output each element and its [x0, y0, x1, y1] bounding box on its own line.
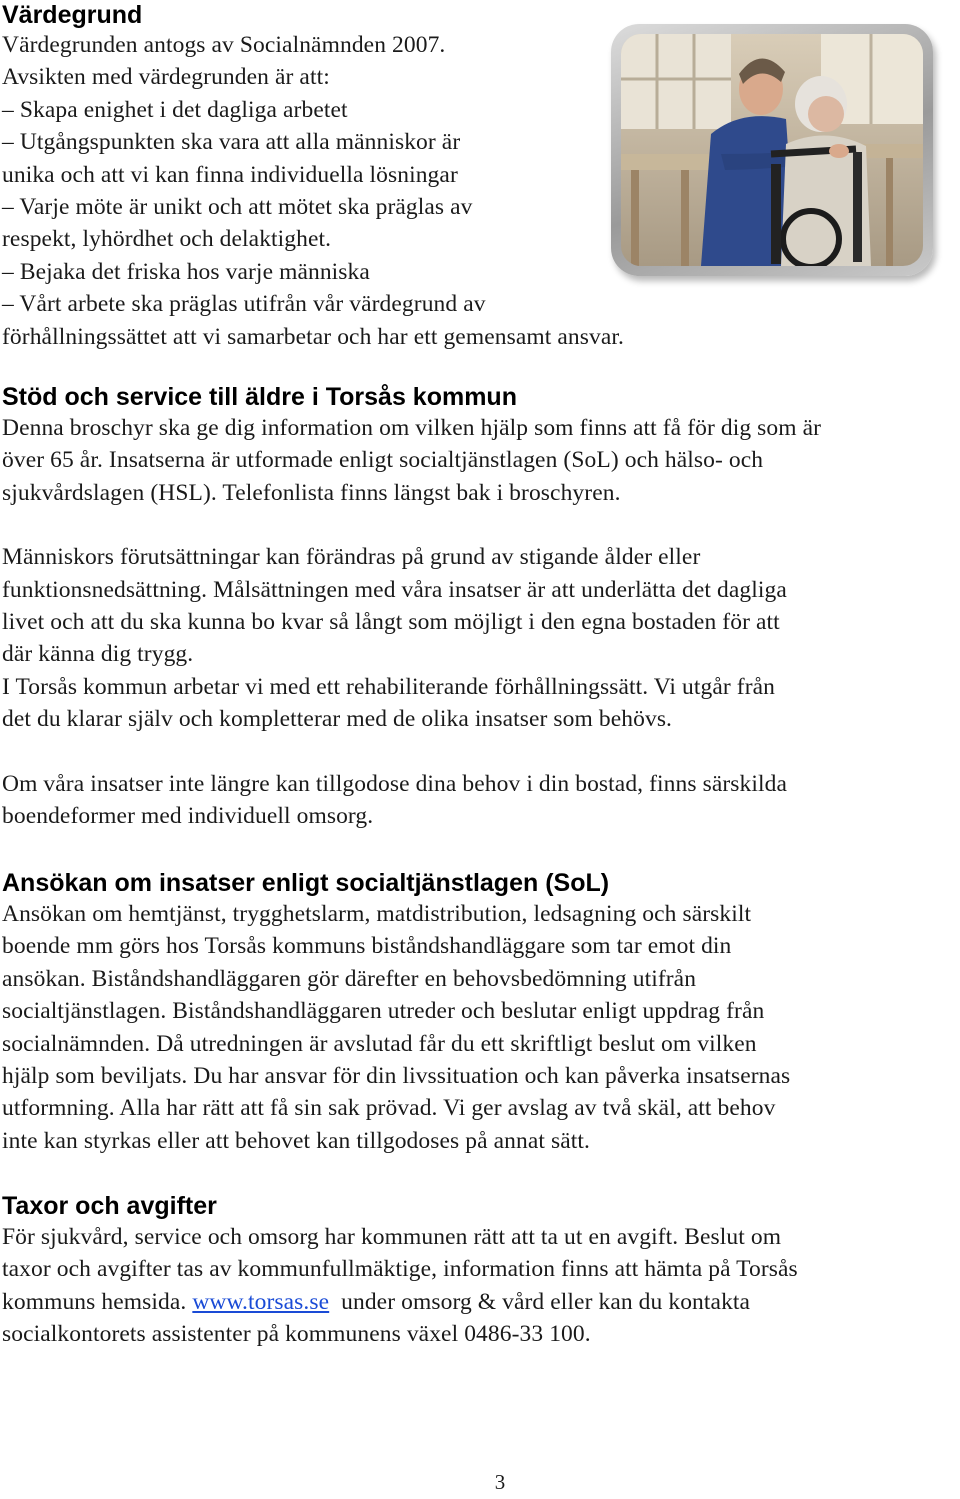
photo-frame	[611, 24, 933, 276]
photo-caregiver-wheelchair-icon	[621, 34, 923, 266]
taxor-text	[2, 1221, 798, 1351]
stod-para-3	[2, 768, 821, 833]
text-line: respekt, lyhördhet och delaktighet.	[2, 226, 332, 253]
text-line: – Vårt arbete ska präglas utifrån vår värdegrund av	[2, 291, 486, 318]
text-line: – Bejaka det friska hos varje människa	[2, 258, 370, 285]
text-line: funktionsnedsättning. Målsättningen med våra insatser är att underlätta det dagliga	[2, 576, 787, 603]
heading-taxor: Taxor och avgifter	[2, 1192, 217, 1220]
heading-vardegrund: Värdegrund	[2, 1, 143, 29]
page-number: 3	[494, 1470, 506, 1494]
text-line: Denna broschyr ska ge dig information om vilken hjälp som finns att få för dig som är	[2, 415, 822, 441]
text-line: Värdegrunden antogs av Socialnämnden 2007.	[2, 32, 446, 58]
text-fragment: under omsorg & vård eller kan du kontakta	[329, 1288, 751, 1315]
section-taxor	[2, 1191, 798, 1351]
section-ansokan	[2, 868, 790, 1157]
text-line-with-link	[2, 1286, 798, 1318]
text-line: socialnämnden. Då utredningen är avslutad får du ett skriftligt beslut om vilken	[2, 1030, 757, 1057]
text-line: sjukvårdslagen (HSL). Telefonlista finns längst bak i broschyren.	[2, 479, 621, 506]
ansokan-text	[2, 898, 790, 1157]
text-line: ansökan. Biståndshandläggaren gör därefter en behovsbedömning utifrån	[2, 965, 697, 992]
text-line: I Torsås kommun arbetar vi med ett rehabiliterande förhållningssätt. Vi utgår från	[2, 673, 776, 700]
text-line: där känna dig trygg.	[2, 641, 194, 668]
text-line: boende mm görs hos Torsås kommuns biståndshandläggare som tar emot din	[2, 933, 732, 960]
heading-stod: Stöd och service till äldre i Torsås kommun	[2, 383, 517, 411]
text-fragment: kommuns hemsida.	[2, 1288, 193, 1315]
section-stod	[2, 382, 821, 832]
text-line: inte kan styrkas eller att behovet kan tillgodoses på annat sätt.	[2, 1127, 590, 1154]
text-line: taxor och avgifter tas av kommunfullmäktige, information finns att hämta på Torsås	[2, 1256, 798, 1283]
text-line: hjälp som beviljats. Du har ansvar för din livssituation och kan påverka insatsernas	[2, 1063, 791, 1090]
text-line: Människors förutsättningar kan förändras på grund av stigande ålder eller	[2, 544, 701, 571]
section-vardegrund	[2, 0, 624, 353]
text-line: För sjukvård, service och omsorg har kommunen rätt att ta ut en avgift. Beslut om	[2, 1224, 782, 1250]
text-line: – Utgångspunkten ska vara att alla människor är	[2, 129, 461, 156]
text-line: livet och att du ska kunna bo kvar så långt som möjligt i den egna bostaden för att	[2, 609, 780, 636]
text-line: Ansökan om hemtjänst, trygghetslarm, matdistribution, ledsagning och särskilt	[2, 901, 752, 927]
text-line: utformning. Alla har rätt att få sin sak prövad. Vi ger avslag av två skäl, att behov	[2, 1095, 776, 1122]
text-line: förhållningssättet att vi samarbetar och har ett gemensamt ansvar.	[2, 323, 624, 350]
text-line: – Skapa enighet i det dagliga arbetet	[2, 96, 348, 123]
text-line: unika och att vi kan finna individuella lösningar	[2, 161, 458, 188]
text-line: – Varje möte är unikt och att mötet ska präglas av	[2, 194, 473, 221]
text-line: över 65 år. Insatserna är utformade enligt socialtjänstlagen (SoL) och hälso- och	[2, 447, 764, 474]
text-line: Avsikten med värdegrunden är att:	[2, 64, 330, 91]
text-line: det du klarar själv och kompletterar med de olika insatser som behövs.	[2, 706, 673, 733]
website-link[interactable]: www.torsas.se	[192, 1288, 330, 1315]
text-line: socialkontorets assistenter på kommunens växel 0486-33 100.	[2, 1321, 591, 1348]
text-line: socialtjänstlagen. Biståndshandläggaren utreder och beslutar enligt uppdrag från	[2, 998, 765, 1025]
text-line: boendeformer med individuell omsorg.	[2, 803, 374, 830]
heading-ansokan: Ansökan om insatser enligt socialtjänstlagen (SoL)	[2, 869, 610, 897]
stod-para-2	[2, 541, 821, 735]
vardegrund-text	[2, 29, 624, 353]
stod-para-1	[2, 412, 821, 509]
text-line: Om våra insatser inte längre kan tillgodose dina behov i din bostad, finns särskilda	[2, 770, 788, 797]
